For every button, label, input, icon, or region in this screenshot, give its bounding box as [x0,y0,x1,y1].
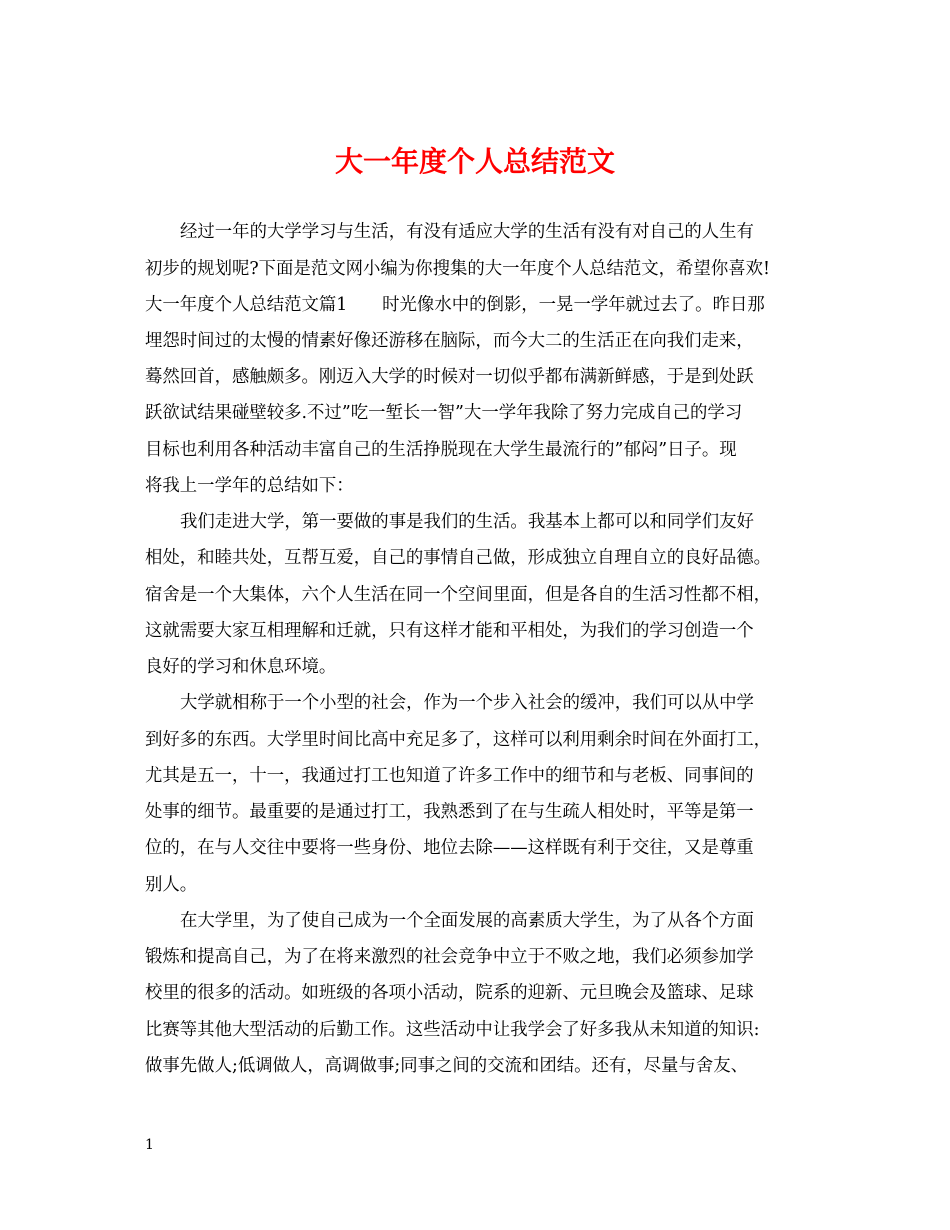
document-title: 大一年度个人总结范文 [334,145,615,178]
body-line: 初步的规划呢?下面是范文网小编为你搜集的大一年度个人总结范文，希望你喜欢! [145,259,770,279]
body-line: 蓦然回首，感触颇多。刚迈入大学的时候对一切似乎都布满新鲜感，于是到处跃 [145,367,754,387]
body-line: 尤其是五一，十一，我通过打工也知道了许多工作中的细节和与老板、同事间的 [145,766,754,786]
body-line: 埋怨时间过的太慢的情素好像还游移在脑际，而今大二的生活正在向我们走来， [145,331,754,351]
body-line: 相处，和睦共处，互帮互爱，自己的事情自己做，形成独立自理自立的良好品德。 [145,548,772,568]
body-line: 比赛等其他大型活动的后勤工作。这些活动中让我学会了好多我从未知道的知识: [145,1020,760,1040]
body-line: 锻炼和提高自己，为了在将来激烈的社会竞争中立于不败之地，我们必须参加学 [145,947,754,967]
body-line: 到好多的东西。大学里时间比高中充足多了，这样可以利用剩余时间在外面打工， [145,730,772,750]
body-line: 宿舍是一个大集体，六个人生活在同一个空间里面，但是各自的生活习性都不相， [145,585,772,605]
body-line: 这就需要大家互相理解和迁就，只有这样才能和平相处，为我们的学习创造一个 [145,621,754,641]
body-line: 位的，在与人交往中要将一些身份、地位去除——这样既有利于交往，又是尊重 [145,838,754,858]
body-line: 我们走进大学，第一要做的事是我们的生活。我基本上都可以和同学们友好 [180,512,754,532]
body-line: 大一年度个人总结范文篇1 时光像水中的倒影，一晃一学年就过去了。昨日那 [145,295,765,315]
body-line: 别人。 [145,875,198,895]
body-line: 将我上一学年的总结如下： [145,476,354,496]
page-number: 1 [145,1137,154,1153]
body-line: 校里的很多的活动。如班级的各项小活动，院系的迎新、元旦晚会及篮球、足球 [145,983,754,1003]
body-line: 做事先做人;低调做人，高调做事;同事之间的交流和团结。还有，尽量与舍友、 [145,1056,749,1076]
body-line: 目标也利用各种活动丰富自己的生活挣脱现在大学生最流行的”郁闷”日子。现 [145,440,737,460]
body-line: 良好的学习和休息环境。 [145,657,337,677]
body-line: 大学就相称于一个小型的社会，作为一个步入社会的缓冲，我们可以从中学 [180,693,754,713]
body-line: 处事的细节。最重要的是通过打工，我熟悉到了在与生疏人相处时，平等是第一 [145,802,754,822]
body-line: 经过一年的大学学习与生活，有没有适应大学的生活有没有对自己的人生有 [180,222,754,242]
body-line: 在大学里，为了使自己成为一个全面发展的高素质大学生，为了从各个方面 [180,911,754,931]
body-line: 跃欲试结果碰壁较多.不过”吃一堑长一智”大一学年我除了努力完成自己的学习 [145,403,743,423]
